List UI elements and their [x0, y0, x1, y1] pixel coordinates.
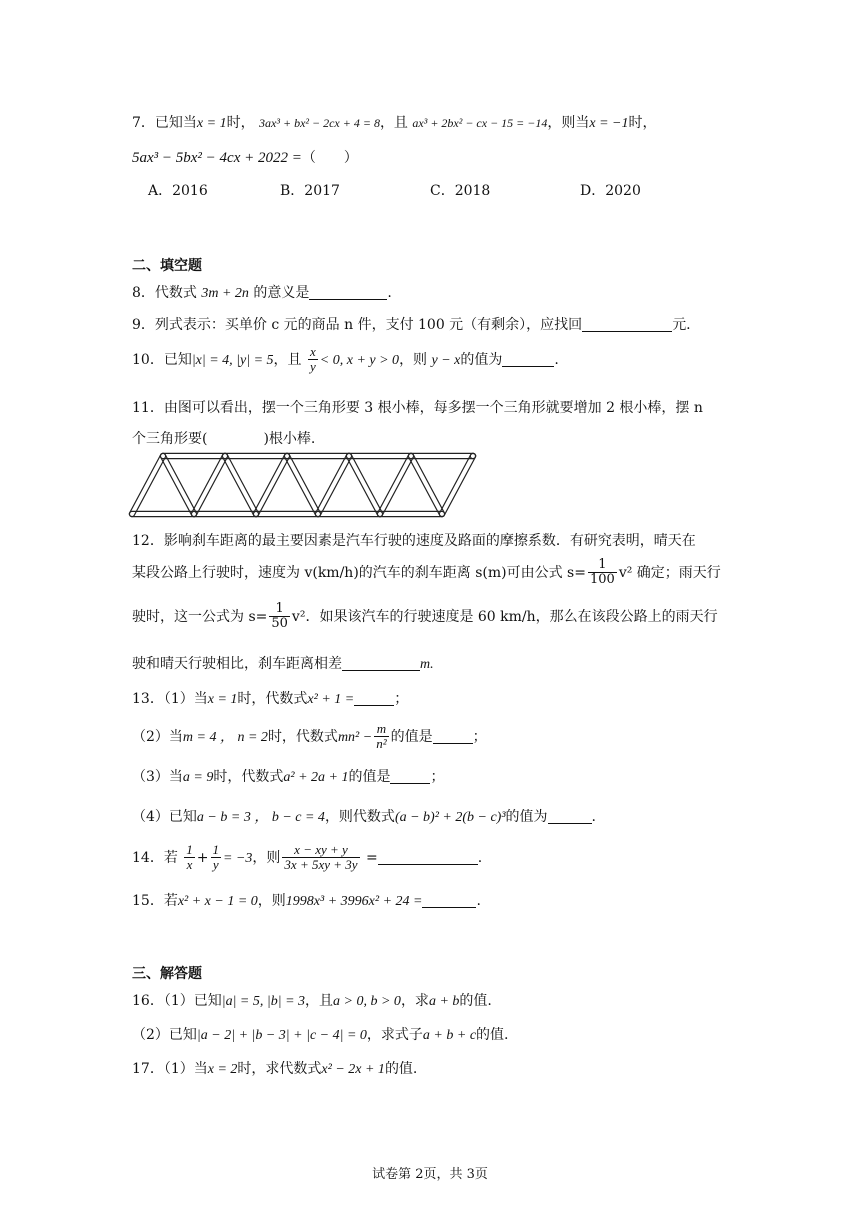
answer-blank	[502, 352, 554, 367]
question-11-line2: 个三角形要( )根小棒.	[132, 431, 316, 447]
q14-fraction-1x: $\frac{1}{x}$	[186, 842, 193, 873]
question-10: 10．已知|x| = 4, |y| = 5，且 $\frac{x}{y}$ < 0, x + y > 0，则 y − x的值为 .	[132, 344, 559, 375]
q14-fraction-1y: $\frac{1}{y}$	[212, 842, 220, 873]
question-16-part1: 16．（1）已知|a| = 5, |b| = 3，且a > 0, b > 0，求a + b的值.	[132, 993, 492, 1009]
question-12-line2: 某段公路上行驶时，速度为 v(km/h)的汽车的刹车距离 s(m)可由公式 s= $\frac{1}{100}$ v² 确定；雨天行	[132, 557, 721, 588]
q7-condition: x = 1	[196, 116, 227, 131]
q7-answer-paren: （ ）	[301, 150, 358, 166]
answer-blank	[378, 850, 478, 865]
section-2-heading: 二、填空题	[132, 258, 202, 274]
answer-blank	[582, 317, 672, 332]
matchstick	[346, 453, 413, 458]
q10-abs-condition: |x| = 4, |y| = 5	[191, 352, 274, 368]
q14-target-fraction: $\frac{x - xy + y}{3x + 5xy + 3y}$	[284, 842, 358, 873]
q7-option-c: C．2018	[430, 183, 491, 199]
question-16-part2: （2）已知|a − 2| + |b − 3| + |c − 4| = 0，求式子a + b + c的值.	[132, 1027, 509, 1043]
question-15: 15．若x² + x − 1 = 0，则1998x³ + 3996x² + 24 = .	[132, 893, 481, 909]
matchstick	[470, 453, 475, 458]
question-12-line1: 12．影响刹车距离的最主要因素是汽车行驶的速度及路面的摩擦系数．有研究表明，晴天在	[132, 533, 696, 549]
matchstick	[284, 453, 351, 458]
question-13-part3: （3）当a = 9时，代数式a² + 2a + 1的值是 ；	[132, 769, 445, 785]
matchstick	[315, 453, 351, 516]
question-13-part4: （4）已知a − b = 3 ， b − c = 4，则代数式(a − b)² + 2(b − c)³的值为 .	[132, 809, 596, 825]
matchstick	[191, 453, 227, 516]
matchstick	[191, 511, 258, 516]
matchstick	[377, 453, 413, 516]
matchstick	[160, 453, 196, 516]
q7-option-d: D．2020	[580, 183, 641, 199]
matchstick	[439, 453, 475, 516]
q7-option-a: A．2016	[148, 183, 208, 199]
q12-fraction-1: $\frac{1}{100}$	[589, 557, 615, 588]
matchstick	[129, 511, 196, 516]
answer-blank	[548, 809, 592, 824]
question-12-line4: 驶和晴天行驶相比，刹车距离相差 m.	[132, 656, 434, 672]
q10-fraction: $\frac{x}{y}$	[310, 344, 316, 375]
matchstick	[408, 453, 475, 458]
answer-blank	[342, 656, 420, 671]
matchstick	[346, 453, 382, 516]
question-11-line1: 11．由图可以看出，摆一个三角形要 3 根小棒，每多摆一个三角形就要增加 2 根小棒，摆 n	[132, 400, 703, 416]
answer-blank	[309, 285, 387, 300]
matchstick	[160, 453, 227, 458]
matchstick	[408, 453, 444, 516]
question-9: 9．列式表示：买单价 c 元的商品 n 件，支付 100 元（有剩余），应找回 元.	[132, 317, 691, 333]
answer-blank	[390, 769, 430, 784]
matchstick	[222, 453, 289, 458]
question-14: 14．若 $\frac{1}{x}$ + $\frac{1}{y}$ = −3，则 $\frac{x - xy + y}{3x + 5xy + 3y}$ = .	[132, 842, 483, 873]
question-12-line3: 驶时，这一公式为 s= $\frac{1}{50}$ v²．如果该汽车的行驶速度是 60 km/h，那么在该段公路上的雨天行	[132, 601, 718, 632]
matchstick	[129, 453, 165, 516]
matchstick-triangles-figure	[128, 450, 488, 522]
answer-blank	[354, 691, 394, 706]
q8-expression: 3m + 2n	[201, 286, 249, 301]
question-7-line1: 7．已知当x = 1时， 3ax³ + bx² − 2cx + 4 = 8，且 ax³ + 2bx² − cx − 15 = −14，则当x = −1时，	[132, 115, 657, 131]
q7-equation-2: ax³ + 2bx² − cx − 15 = −14	[412, 116, 548, 130]
matchstick	[253, 511, 320, 516]
q7-number: 7．	[132, 115, 155, 131]
answer-blank	[422, 893, 476, 908]
section-3-heading: 三、解答题	[132, 966, 202, 982]
matchstick	[284, 453, 320, 516]
page-footer: 试卷第 2页，共 3页	[372, 1167, 488, 1182]
question-7-line2	[132, 147, 358, 167]
matchstick	[253, 453, 289, 516]
q7-option-b: B．2017	[280, 183, 340, 199]
q7-equation-1: 3ax³ + bx² − 2cx + 4 = 8	[259, 116, 380, 130]
q7-expression: 5ax³ − 5bx² − 4cx + 2022 =	[132, 150, 302, 166]
q13-fraction: $\frac{m}{\text{n²}}$	[376, 721, 387, 752]
matchstick	[377, 511, 444, 516]
question-17-part1: 17．（1）当x = 2时，求代数式x² − 2x + 1的值.	[132, 1061, 418, 1077]
question-8: 8．代数式 3m + 2n 的意义是 .	[132, 285, 392, 301]
matchstick	[315, 511, 382, 516]
answer-blank	[433, 729, 473, 744]
question-13-part1: 13．（1）当x = 1时，代数式x² + 1 = ；	[132, 691, 409, 707]
matchstick	[222, 453, 258, 516]
q12-fraction-2: $\frac{1}{50}$	[271, 601, 288, 632]
question-13-part2: （2）当m = 4 ， n = 2时，代数式mn² − $\frac{m}{\text{n²}}$ 的值是 ；	[132, 721, 487, 752]
